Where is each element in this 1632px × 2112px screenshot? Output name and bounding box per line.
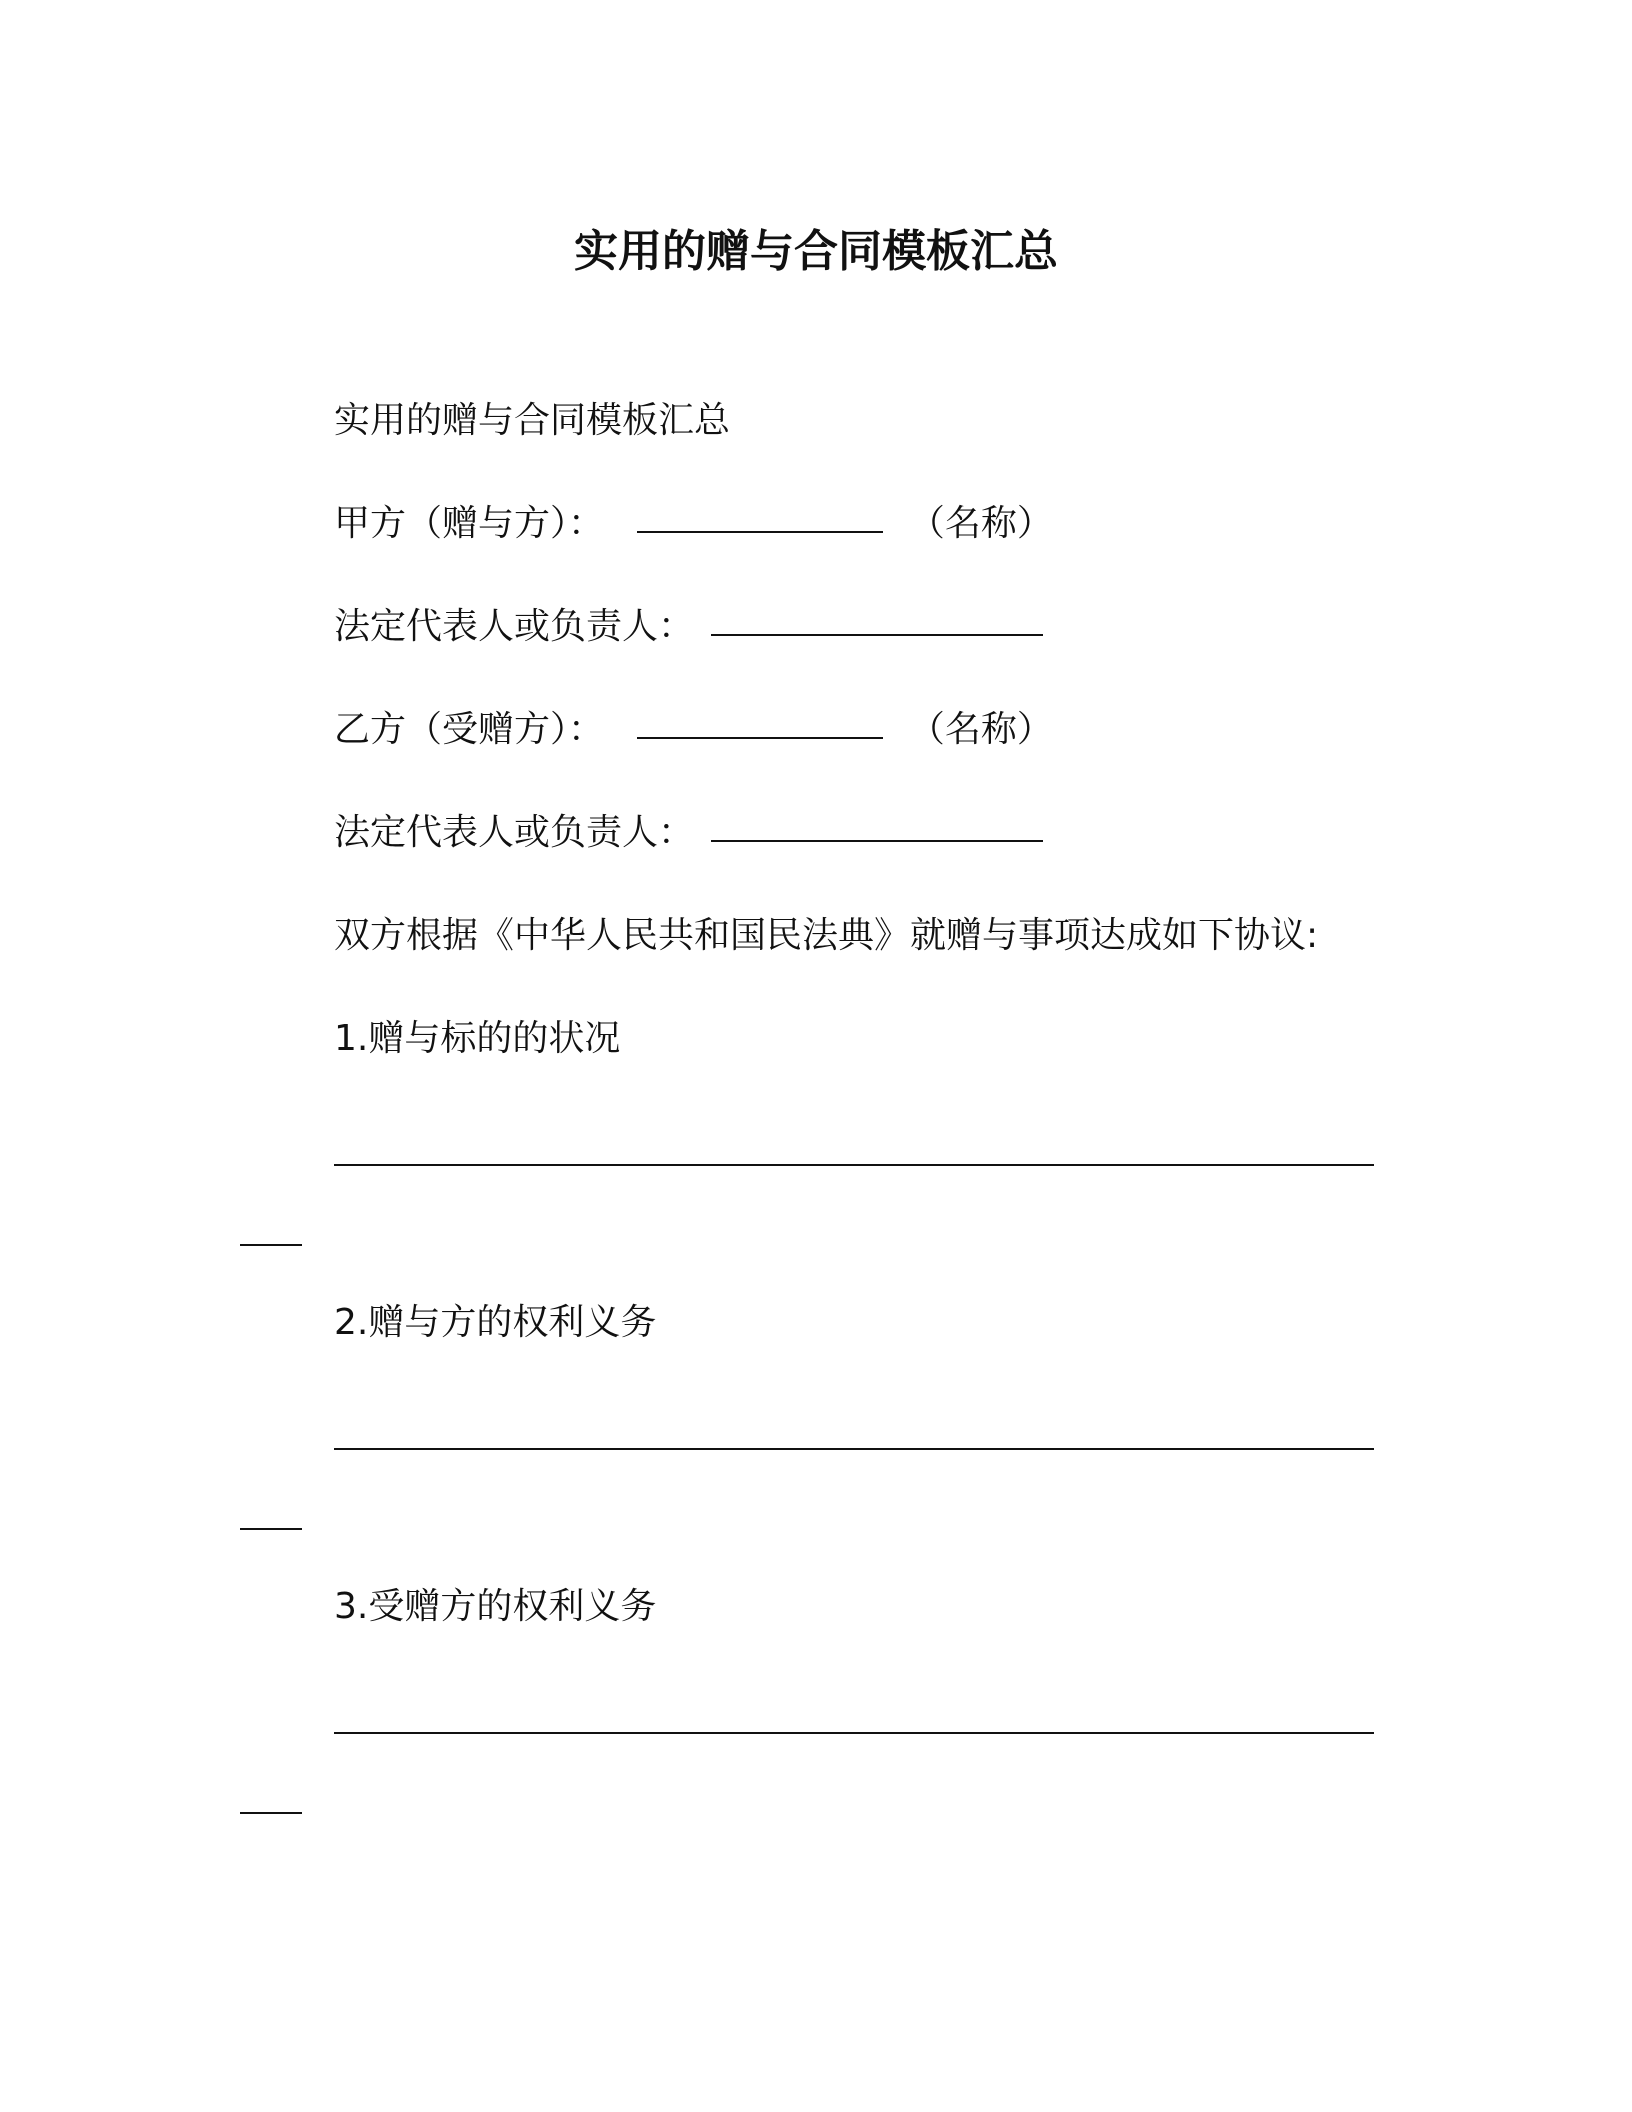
section-heading-1: 1.赠与标的的状况: [334, 1018, 621, 1059]
document-title: 实用的赠与合同模板汇总: [574, 226, 1058, 277]
party-a-rep-label: 法定代表人或负责人：: [334, 606, 695, 647]
party-b-rep-label: 法定代表人或负责人：: [334, 812, 695, 853]
party-a-rep-line: [334, 603, 1043, 651]
party-a-name-blank: [637, 531, 883, 533]
section-2-fill-line-continued: [240, 1528, 302, 1530]
party-b-name-blank: [637, 737, 883, 739]
party-a-label: 甲方（赠与方）：: [334, 503, 605, 544]
section-3-fill-line: [334, 1732, 1374, 1734]
party-a-rep-blank: [711, 634, 1043, 636]
party-b-suffix: （名称）: [908, 709, 1053, 750]
party-a-suffix: （名称）: [908, 503, 1053, 544]
party-b-line: [334, 706, 1053, 754]
party-a-line: [334, 500, 1053, 548]
agreement-intro: 双方根据《中华人民共和国民法典》就赠与事项达成如下协议:: [334, 915, 1319, 956]
section-1-fill-line: [334, 1164, 1374, 1166]
section-1-fill-line-continued: [240, 1244, 302, 1246]
party-b-label: 乙方（受赠方）：: [334, 709, 605, 750]
section-heading-2: 2.赠与方的权利义务: [334, 1302, 657, 1343]
section-3-fill-line-continued: [240, 1812, 302, 1814]
document-subtitle: 实用的赠与合同模板汇总: [334, 400, 731, 441]
party-b-rep-blank: [711, 840, 1043, 842]
party-b-rep-line: [334, 809, 1043, 857]
section-2-fill-line: [334, 1448, 1374, 1450]
section-heading-3: 3.受赠方的权利义务: [334, 1586, 657, 1627]
